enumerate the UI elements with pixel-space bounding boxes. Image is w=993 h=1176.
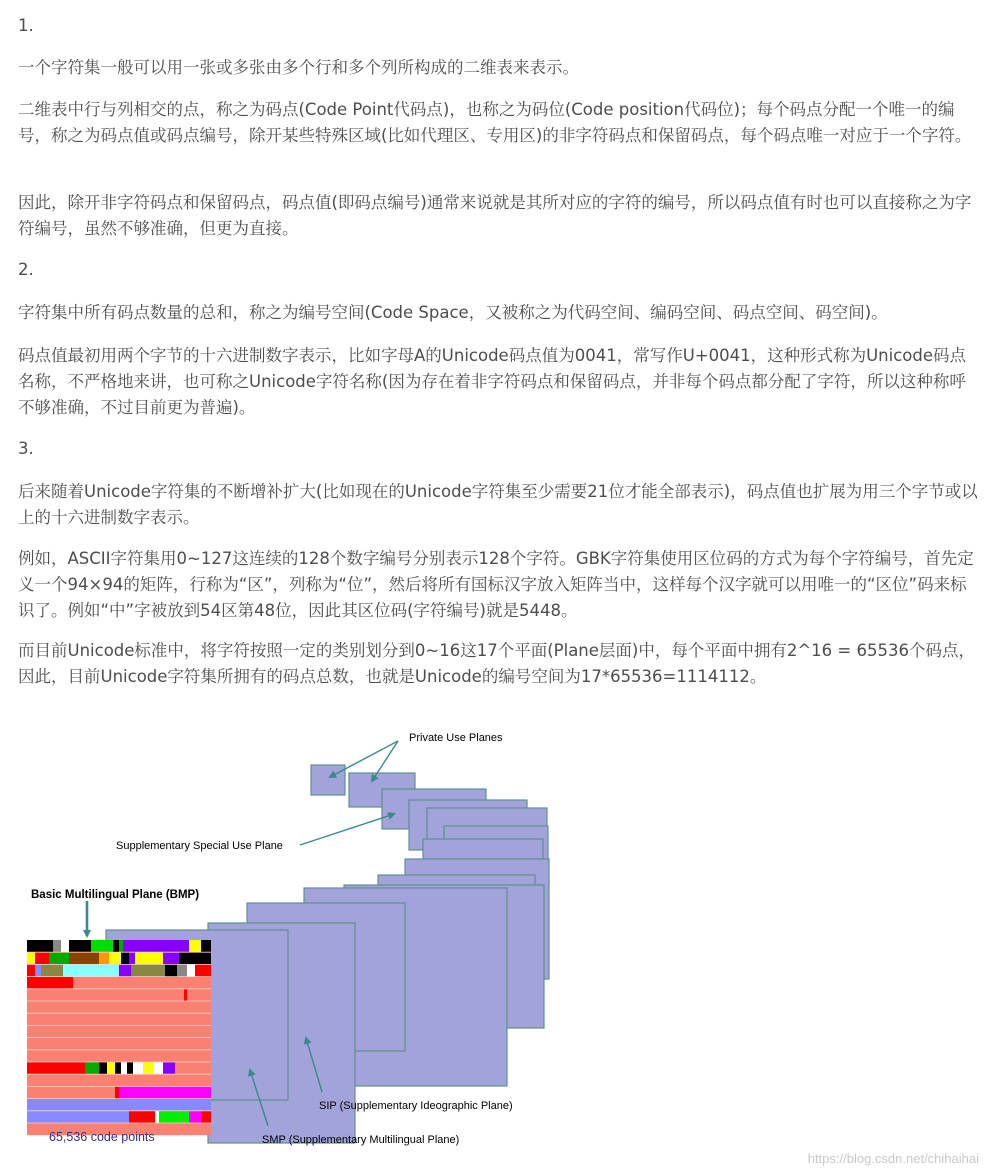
bmp-block <box>35 964 41 976</box>
plane-1 <box>311 765 345 795</box>
watermark: https://blog.csdn.net/chihaihai <box>807 1151 979 1166</box>
bmp-block <box>27 940 53 952</box>
bmp-block <box>187 964 195 976</box>
bmp-block <box>99 952 109 964</box>
private-use-planes-label: Private Use Planes <box>409 732 503 744</box>
bmp-block <box>99 1062 107 1074</box>
ssp-label: Supplementary Special Use Plane <box>116 840 283 852</box>
bmp-block <box>153 1062 163 1074</box>
sip-label: SIP (Supplementary Ideographic Plane) <box>319 1100 513 1112</box>
bmp-block <box>165 964 177 976</box>
bmp-block <box>61 940 69 952</box>
paragraph-5: 码点值最初用两个字节的十六进制数字表示，比如字母A的Unicode码点值为0041，常写作U+0041，这种形式称为Unicode码点名称，不严格地来讲，也可称之Unicode字符名称(因为存在着非字符码点和保留码点，并非每个码点都分配了字符，所以这种称呼不够准确，不过目前更为普遍)。 <box>18 346 966 417</box>
bmp-block <box>53 940 61 952</box>
paragraph-8: 而目前Unicode标准中，将字符按照一定的类别划分到0~16这17个平面(Plane层面)中，每个平面中拥有2^16 = 65536个码点，因此，目前Unicode字符集所拥有的码点总数，也就是Unicode的编号空间为17*65536=1114112。 <box>18 641 975 686</box>
bmp-block <box>113 940 119 952</box>
bmp-block <box>179 952 189 964</box>
arrow-private-1 <box>330 741 398 777</box>
bmp-block <box>127 1062 133 1074</box>
bmp-block <box>85 1062 99 1074</box>
bmp-block <box>143 1062 153 1074</box>
bmp-block <box>41 964 63 976</box>
paragraph-4: 字符集中所有码点数量的总和，称之为编号空间(Code Space，又被称之为代码空间、编码空间、码点空间、码空间)。 <box>18 303 888 322</box>
smp-label: SMP (Supplementary Multilingual Plane) <box>262 1134 460 1146</box>
bmp-block <box>119 940 123 952</box>
bmp-block <box>159 1111 189 1123</box>
bmp-block <box>35 952 49 964</box>
bmp-block <box>131 964 165 976</box>
paragraph-1: 一个字符集一般可以用一张或多张由多个行和多个列所构成的二维表来表示。 <box>18 58 579 77</box>
arrow-ssp <box>300 814 394 845</box>
bmp-block <box>27 964 35 976</box>
bmp-block <box>49 952 69 964</box>
bmp-block <box>189 1111 201 1123</box>
bmp-block <box>163 1062 175 1074</box>
bmp-block <box>129 952 135 964</box>
bmp-block <box>123 940 189 952</box>
bmp-block <box>27 1111 129 1123</box>
bmp-block <box>121 1062 127 1074</box>
section-number-1: 1. <box>18 16 34 35</box>
bmp-block <box>177 964 187 976</box>
bmp-block <box>201 940 211 952</box>
bmp-label: Basic Multilingual Plane (BMP) <box>31 889 200 901</box>
bmp-block <box>189 952 211 964</box>
bmp-block <box>115 1062 121 1074</box>
bmp-block <box>129 1111 155 1123</box>
bmp-block <box>27 952 35 964</box>
bmp-block <box>195 964 211 976</box>
bmp-block <box>63 964 119 976</box>
bmp-block <box>133 1062 143 1074</box>
bmp-block <box>69 940 91 952</box>
paragraph-6: 后来随着Unicode字符集的不断增补扩大(比如现在的Unicode字符集至少需要21位才能全部表示)，码点值也扩展为用三个字节或以上的十六进制数字表示。 <box>18 482 978 527</box>
section-number-2: 2. <box>18 260 34 279</box>
bmp-block <box>201 1111 211 1123</box>
bmp-block <box>27 1099 211 1111</box>
bmp-block <box>27 977 73 989</box>
bmp-grid <box>27 940 211 1135</box>
bmp-block <box>119 964 131 976</box>
paragraph-3: 因此，除开非字符码点和保留码点，码点值(即码点编号)通常来说就是其所对应的字符的编号，所以码点值有时也可以直接称之为字符编号，虽然不够准确，但更为直接。 <box>18 193 972 238</box>
bmp-block <box>135 952 163 964</box>
bmp-block <box>107 1062 115 1074</box>
section-number-3: 3. <box>18 439 34 458</box>
paragraph-7: 例如，ASCII字符集用0~127这连续的128个数字编号分别表示128个字符。GBK字符集使用区位码的方式为每个字符编号，首先定义一个94×94的矩阵，行称为“区”，列称为“位”，然后将所有国标汉字放入矩阵当中，这样每个汉字就可以用唯一的“区位”码来标识了。例如“中”字被放到54区第48位，因此其区位码(字符编号)就是5448。 <box>18 549 974 620</box>
bmp-block <box>91 940 113 952</box>
paragraph-2: 二维表中行与列相交的点，称之为码点(Code Point代码点)，也称之为码位(Code position代码位)；每个码点分配一个唯一的编号，称之为码点值或码点编号，除开某些特殊区域(比如代理区、专用区)的非字符码点和保留码点，每个码点唯一对应于一个字符。 <box>18 100 972 145</box>
unicode-planes-diagram <box>0 725 993 1176</box>
bmp-block <box>109 952 121 964</box>
planes-svg <box>0 725 993 1176</box>
bmp-block <box>27 1062 85 1074</box>
bmp-block <box>184 989 187 1001</box>
bmp-block <box>69 952 99 964</box>
bmp-block <box>155 1111 159 1123</box>
bmp-block <box>121 952 129 964</box>
code-points-label: 65,536 code points <box>49 1130 155 1144</box>
bmp-block <box>163 952 179 964</box>
bmp-block <box>119 1086 211 1098</box>
bmp-block <box>115 1086 119 1098</box>
bmp-block <box>189 940 201 952</box>
